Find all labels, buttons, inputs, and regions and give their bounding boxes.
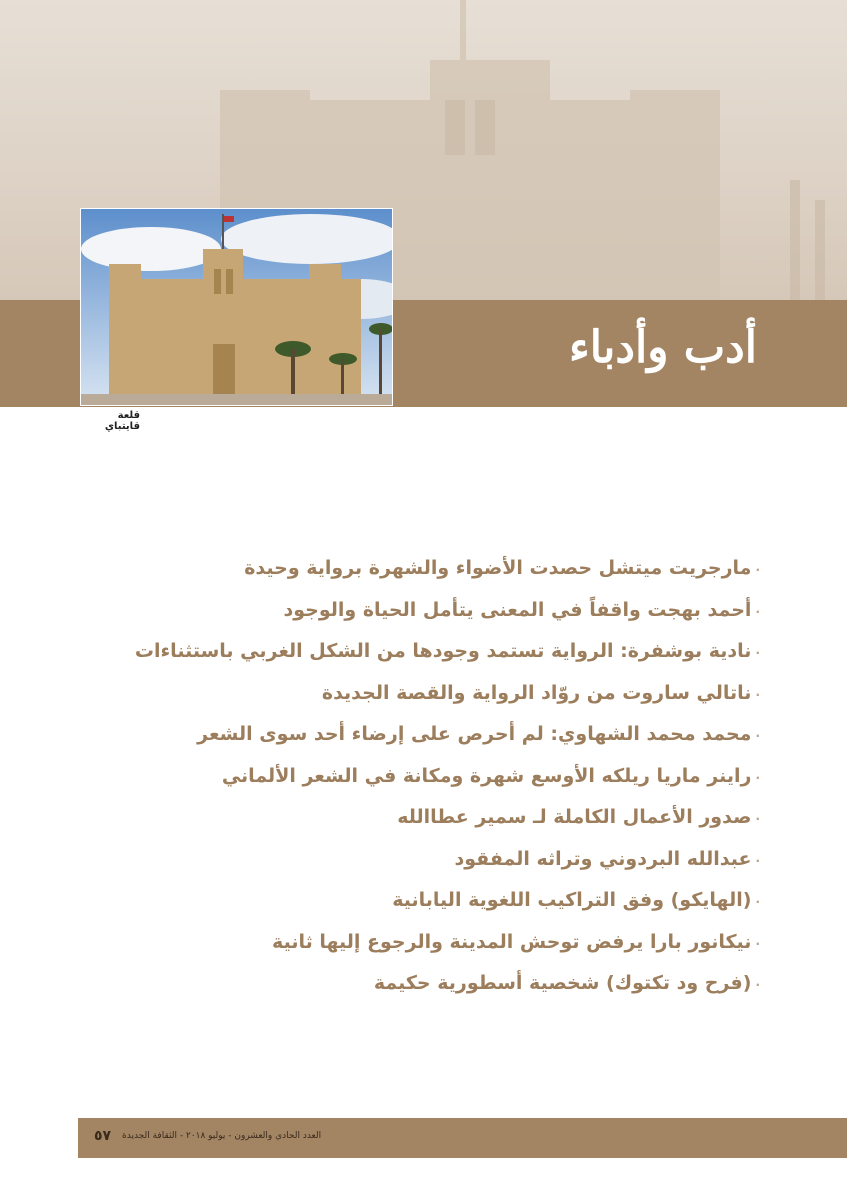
bullet-icon: · — [755, 563, 760, 577]
bullet-icon: · — [755, 729, 760, 743]
page-footer — [78, 1118, 847, 1158]
contents-item[interactable]: ·مارجريت ميتشل حصدت الأضواء والشهرة برواية وحيدة — [244, 557, 760, 579]
contents-item[interactable]: ·محمد محمد الشهاوي: لم أحرص على إرضاء أحد سوى الشعر — [197, 723, 760, 745]
photo-caption: قلعة قايتباي — [104, 410, 140, 432]
contents-item[interactable]: ·نيكانور بارا يرفض توحش المدينة والرجوع إليها ثانية — [272, 930, 760, 953]
castle-photo — [80, 208, 393, 406]
bullet-icon: · — [755, 978, 760, 992]
issue-info: العدد الحادي والعشرون - يوليو ٢٠١٨ - الثقافة الجديدة — [122, 1131, 322, 1141]
contents-item[interactable]: ·عبدالله البردوني وتراثه المفقود — [454, 847, 760, 870]
contents-item[interactable]: ·صدور الأعمال الكاملة لـ سمير عطاالله — [397, 806, 760, 828]
bullet-icon: · — [755, 895, 760, 909]
bullet-icon: · — [755, 812, 760, 826]
contents-item[interactable]: ·ناتالي ساروت من روّاد الرواية والقصة الجديدة — [321, 681, 760, 704]
bullet-icon: · — [755, 687, 760, 702]
contents-item[interactable]: ·(الهايكو) وفق التراكيب اللغوية اليابانية — [392, 889, 760, 911]
bullet-icon: · — [755, 604, 760, 619]
contents-list — [40, 548, 760, 1005]
contents-item[interactable]: ·راينر ماريا ريلكه الأوسع شهرة ومكانة في الشعر الألماني — [221, 764, 760, 787]
bullet-icon: · — [755, 853, 760, 868]
contents-item[interactable]: ·(فرح ود تكتوك) شخصية أسطورية حكيمة — [373, 972, 760, 994]
bullet-icon: · — [755, 936, 760, 951]
bullet-icon: · — [755, 646, 760, 660]
bullet-icon: · — [755, 770, 760, 785]
section-title: أدب وأدباء — [569, 322, 757, 373]
contents-item[interactable]: ·أحمد بهجت واقفاً في المعنى يتأمل الحياة والوجود — [283, 598, 760, 621]
contents-item[interactable]: ·نادية بوشفرة: الرواية تستمد وجودها من الشكل الغربي باستثناءات — [134, 640, 760, 662]
page-number: ٥٧ — [94, 1128, 112, 1144]
